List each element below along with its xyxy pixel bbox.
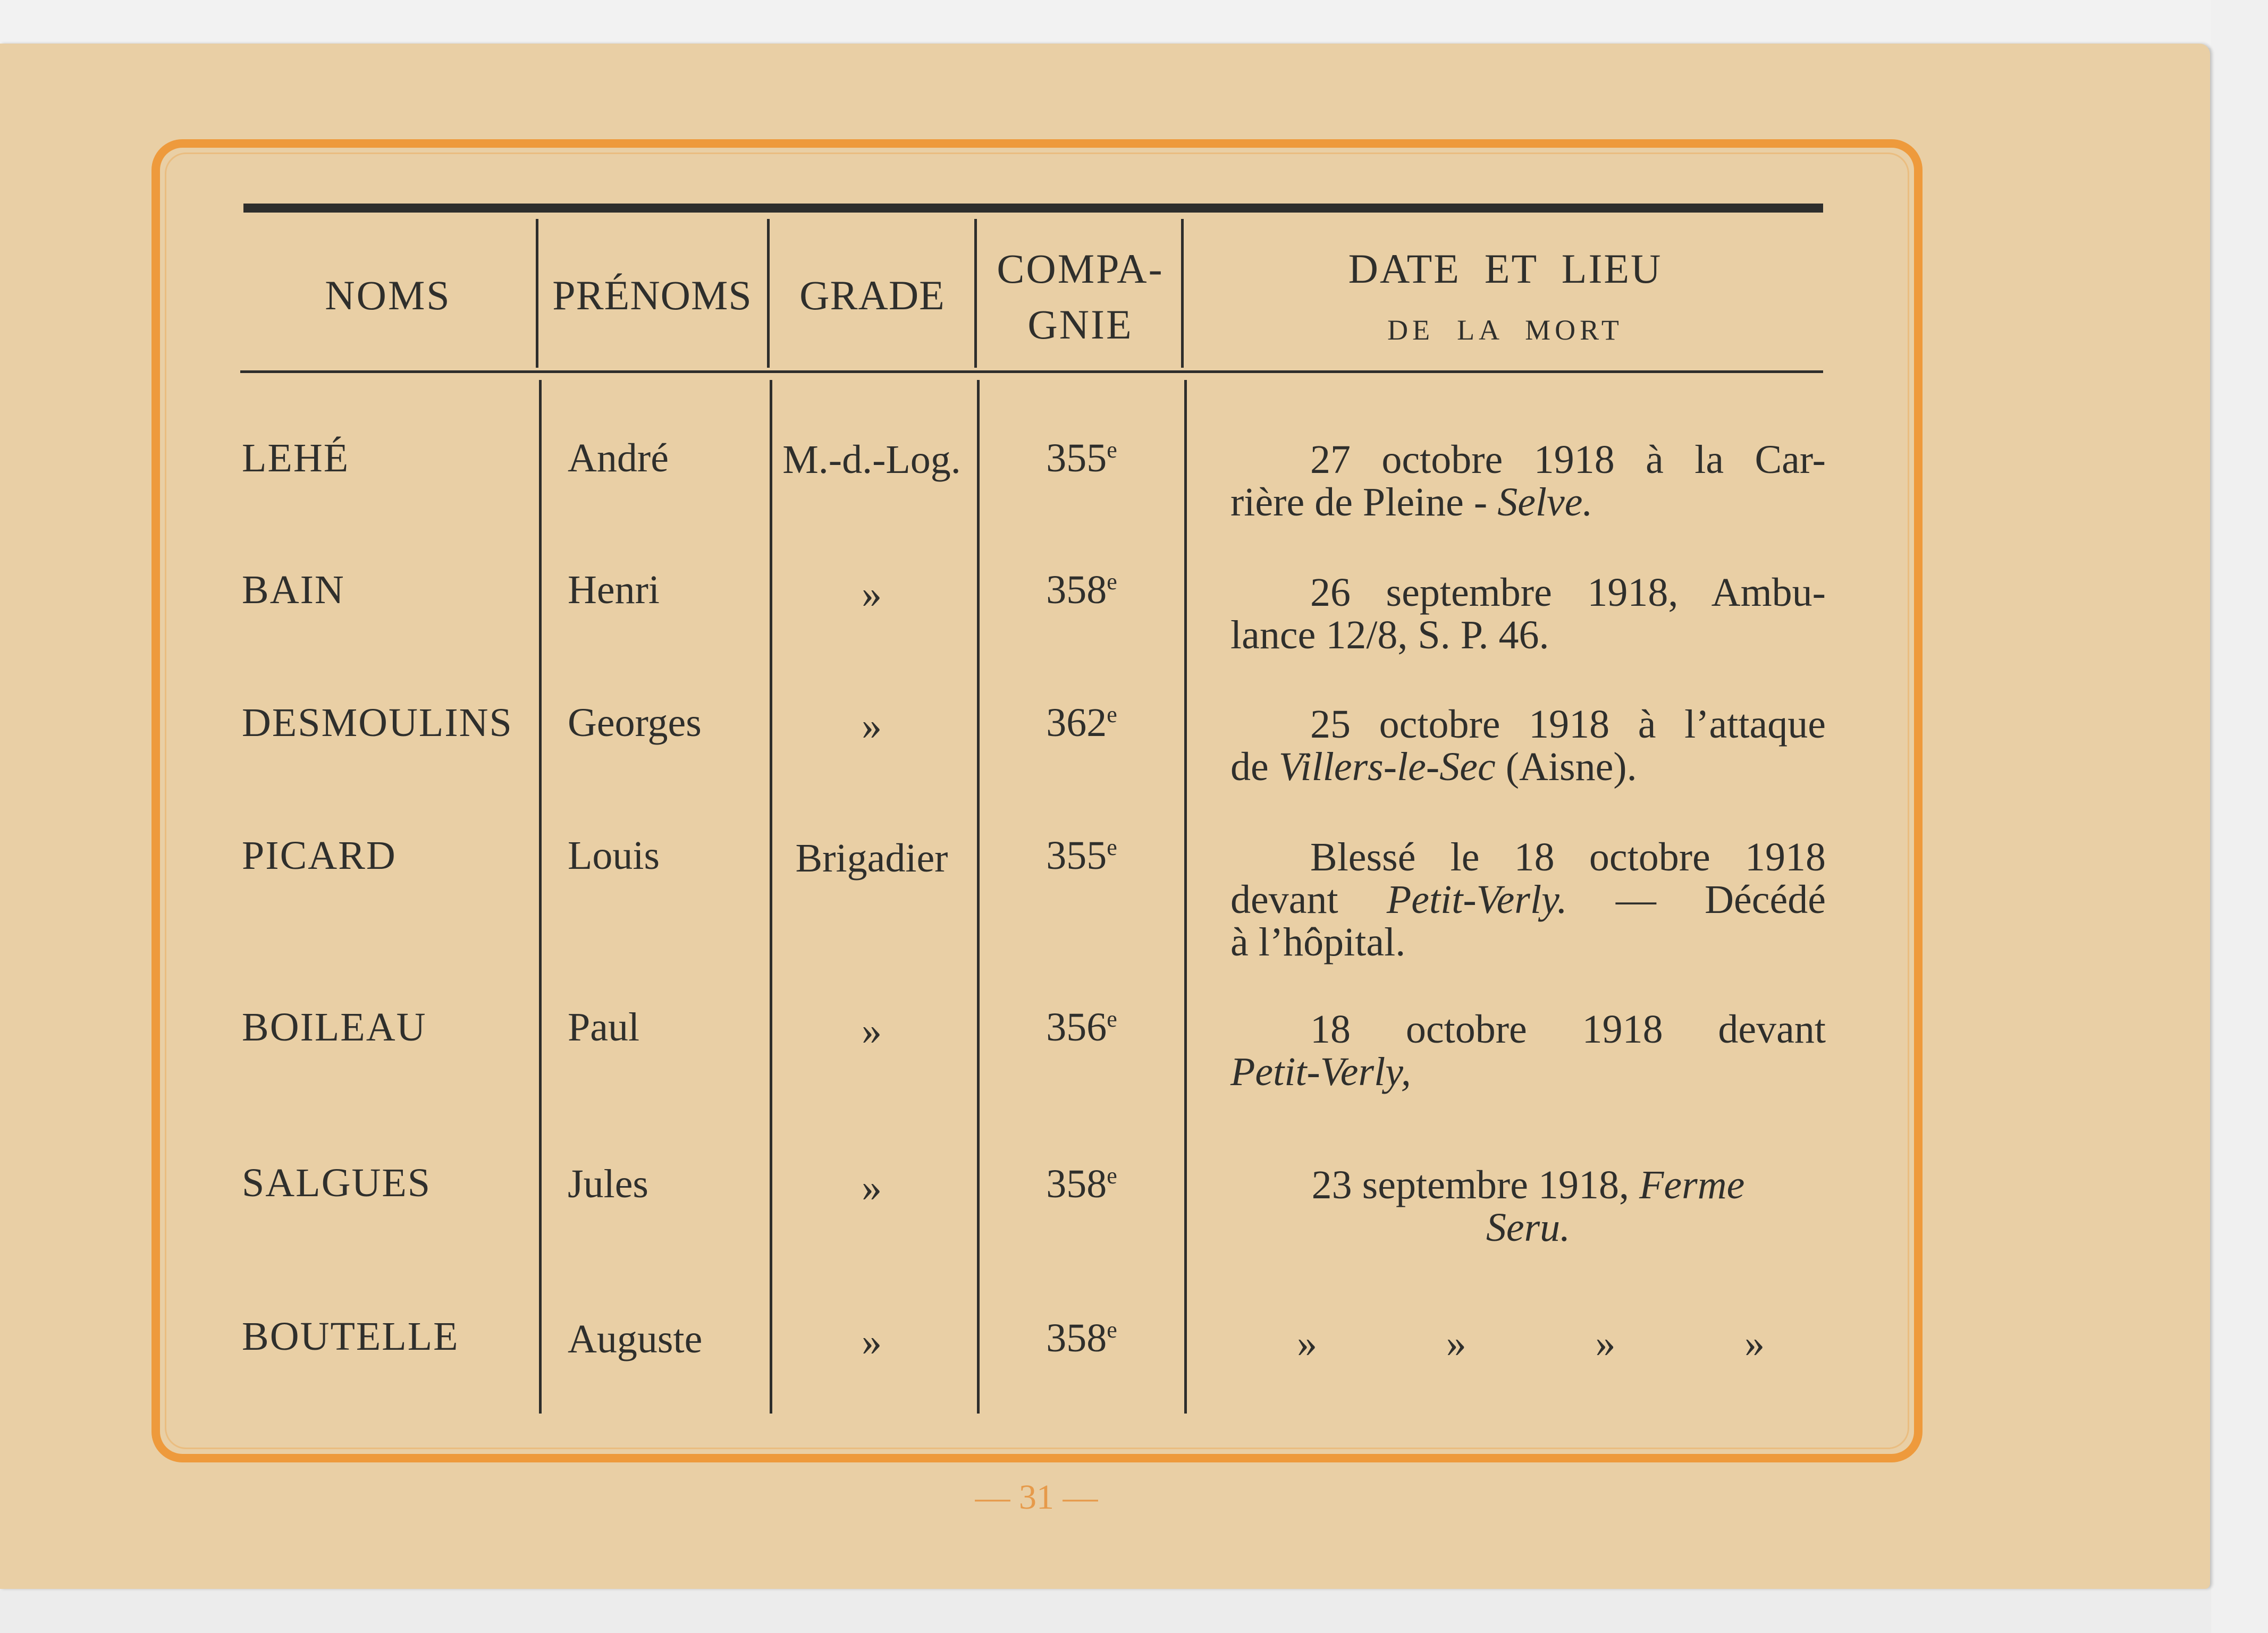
row-2-compagnie: 358e <box>1046 568 1117 612</box>
row-6-prenom: Jules <box>568 1162 648 1206</box>
body-divider-grade <box>977 380 980 1414</box>
scan-background-top <box>0 0 2268 48</box>
page-number: — 31 — <box>975 1478 1098 1517</box>
row-4-compagnie: 355e <box>1046 833 1117 878</box>
row-7-grade: » <box>862 1319 882 1364</box>
row-3-date: 25 octobre 1918 à l’attaque de Villers-le-Sec (Aisne). <box>1230 702 1826 789</box>
body-divider-noms <box>539 380 542 1414</box>
row-4-grade: Brigadier <box>795 836 948 881</box>
header-date-line1: DATE ET LIEU <box>1348 246 1663 292</box>
header-compagnie-line1: COMPA- <box>997 246 1164 292</box>
row-7-nom: BOUTELLE <box>242 1314 459 1359</box>
row-7-prenom: Auguste <box>568 1317 703 1361</box>
row-7-date-ditto-marks <box>1297 1321 1765 1367</box>
row-4-prenom: Louis <box>568 833 660 878</box>
row-6-compagnie: 358e <box>1046 1162 1117 1206</box>
ditto-mark: » <box>1595 1321 1616 1366</box>
row-1-compagnie: 355e <box>1046 436 1117 480</box>
row-3-compagnie: 362e <box>1046 700 1117 745</box>
row-2-date: 26 septembre 1918, Ambu- lance 12/8, S. P. 46. <box>1230 570 1826 657</box>
body-divider-compagnie <box>1184 380 1187 1414</box>
row-6-grade: » <box>862 1165 882 1210</box>
row-5-prenom: Paul <box>568 1005 640 1050</box>
row-5-grade: » <box>862 1009 882 1053</box>
header-prenoms: PRÉNOMS <box>552 272 752 318</box>
row-1-grade: M.-d.-Log. <box>782 437 961 482</box>
row-2-prenom: Henri <box>568 568 660 612</box>
header-compagnie-line2: GNIE <box>1027 301 1133 348</box>
row-5-compagnie: 356e <box>1046 1005 1117 1050</box>
header-noms: NOMS <box>325 272 451 318</box>
row-7-compagnie: 358e <box>1046 1316 1117 1360</box>
ditto-mark: » <box>1446 1321 1466 1366</box>
row-2-grade: » <box>862 572 882 616</box>
row-3-grade: » <box>862 704 882 748</box>
row-6-nom: SALGUES <box>242 1161 432 1205</box>
scan-background-right <box>2211 0 2268 1633</box>
column-divider-grade <box>974 219 977 368</box>
table-top-rule <box>243 204 1823 213</box>
header-date-line2: DE LA MORT <box>1387 314 1623 346</box>
row-4-nom: PICARD <box>242 833 397 878</box>
row-2-nom: BAIN <box>242 568 345 612</box>
table-header-rule <box>240 370 1823 373</box>
row-6-date: 23 septembre 1918, Ferme Seru. <box>1311 1163 1745 1250</box>
body-divider-prenoms <box>770 380 772 1414</box>
row-1-date: 27 octobre 1918 à la Car- rière de Pleine - Selve. <box>1230 437 1826 524</box>
row-3-prenom: Georges <box>568 700 702 745</box>
row-1-prenom: André <box>568 436 669 480</box>
header-grade: GRADE <box>799 272 945 318</box>
row-5-date: 18 octobre 1918 devant Petit-Verly, <box>1230 1007 1826 1094</box>
row-4-date: Blessé le 18 octobre 1918 devant Petit-Verly. — Décédé à l’hôpital. <box>1230 835 1826 964</box>
row-5-nom: BOILEAU <box>242 1005 427 1050</box>
ditto-mark: » <box>1744 1321 1765 1366</box>
column-divider-prenoms <box>767 219 770 368</box>
row-1-nom: LEHÉ <box>242 436 350 480</box>
row-3-nom: DESMOULINS <box>242 700 513 745</box>
ditto-mark: » <box>1297 1321 1317 1366</box>
